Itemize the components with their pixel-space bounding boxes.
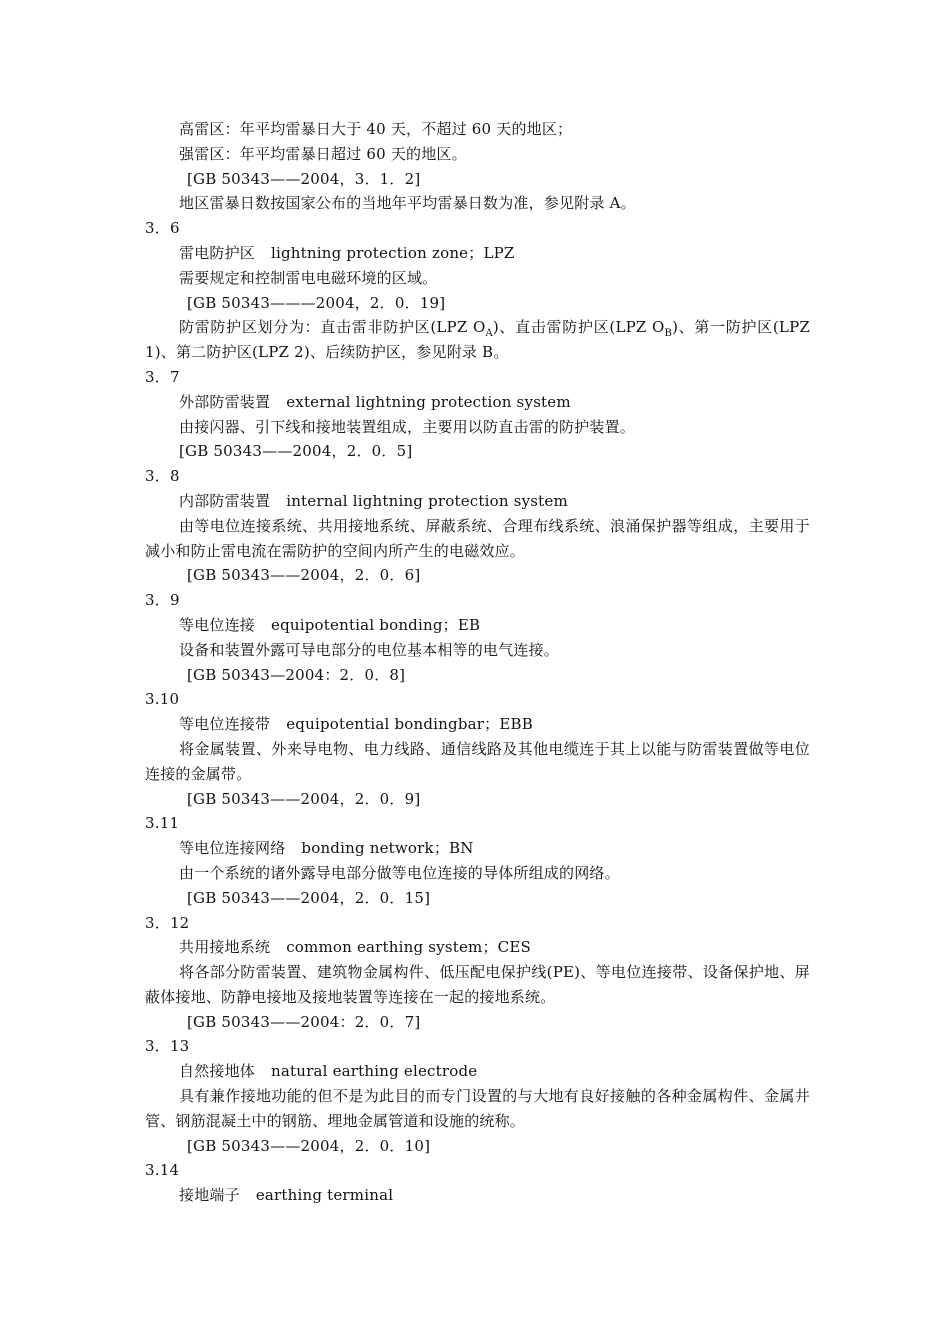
term-zh: 共用接地系统 <box>179 938 271 957</box>
definition-3-10: 将金属装置、外来导电物、电力线路、通信线路及其他电缆连于其上以能与防雷装置做等电位连接的金属带。 <box>145 739 810 783</box>
term-heading-3-12 <box>145 935 810 960</box>
term-zh: 内部防雷装置 <box>179 491 271 510</box>
term-heading-3-8 <box>145 489 810 514</box>
term-heading-3-6 <box>145 241 810 266</box>
section-number-3-10: 3.10 <box>145 690 180 709</box>
term-zh: 外部防雷装置 <box>179 392 271 411</box>
term-zh: 自然接地体 <box>179 1062 256 1081</box>
term-zh: 等电位连接网络 <box>179 839 286 858</box>
term-zh: 等电位连接带 <box>179 715 271 734</box>
definition-3-13: 具有兼作接地功能的但不是为此目的而专门设置的与大地有良好接触的各种金属构件、金属井管、钢筋混凝土中的钢筋、埋地金属管道和设施的统称。 <box>145 1087 810 1130</box>
term-heading-3-7 <box>145 390 810 415</box>
term-en: equipotential bondingbar；EBB <box>286 715 533 734</box>
section-number-3-12: 3．12 <box>145 913 190 932</box>
term-en: equipotential bonding；EB <box>271 615 481 634</box>
term-en: lightning protection zone；LPZ <box>271 243 515 262</box>
intro-note: 地区雷暴日数按国家公布的当地年平均雷暴日数为准，参见附录 A。 <box>179 194 636 213</box>
reference-3-8: [GB 50343——2004，2．0．6] <box>187 566 421 585</box>
reference-3-9: [GB 50343—2004：2．0．8] <box>187 665 406 684</box>
intro-line-high: 高雷区：年平均雷暴日大于 40 天，不超过 60 天的地区； <box>179 120 573 138</box>
reference-3-11: [GB 50343——2004，2．0．15] <box>187 888 431 907</box>
definition-3-7: 由接闪器、引下线和接地装置组成，主要用以防直击雷的防护装置。 <box>179 417 636 436</box>
subscript-a: A <box>485 328 493 340</box>
term-en: common earthing system；CES <box>286 938 531 957</box>
subscript-b: B <box>664 328 673 340</box>
reference-3-7: [GB 50343——2004，2．0．5] <box>179 442 413 461</box>
term-heading-3-10 <box>145 712 810 737</box>
definition-3-12: 将各部分防雷装置、建筑物金属构件、低压配电保护线(PE)、等电位连接带、设备保护地、屏蔽体接地、防静电接地及接地装置等连接在一起的接地系统。 <box>145 963 810 1006</box>
reference-3-10: [GB 50343——2004，2．0．9] <box>187 789 421 808</box>
term-zh: 等电位连接 <box>179 615 256 634</box>
term-en: external lightning protection system <box>286 392 571 411</box>
term-en: earthing terminal <box>255 1186 394 1205</box>
section-number-3-14: 3.14 <box>145 1161 180 1180</box>
section-number-3-8: 3．8 <box>145 467 180 486</box>
term-zh: 雷电防护区 <box>179 243 256 262</box>
section-number-3-7: 3．7 <box>145 367 180 386</box>
definition-3-9: 设备和装置外露可导电部分的电位基本相等的电气连接。 <box>179 640 560 659</box>
intro-line-strong: 强雷区：年平均雷暴日超过 60 天的地区。 <box>179 144 467 163</box>
document-body <box>145 117 810 1208</box>
term-heading-3-14 <box>145 1183 810 1208</box>
term-en: bonding network；BN <box>301 839 474 858</box>
note-part-a: 防雷防护区划分为：直击雷非防护区(LPZ O <box>179 318 486 337</box>
section-number-3-11: 3.11 <box>145 814 180 833</box>
definition-3-11: 由一个系统的诸外露导电部分做等电位连接的导体所组成的网络。 <box>179 863 620 882</box>
reference-3-6: [GB 50343———2004，2．0．19] <box>187 293 446 312</box>
term-en: internal lightning protection system <box>286 491 568 510</box>
section-number-3-6: 3．6 <box>145 219 180 238</box>
term-en: natural earthing electrode <box>271 1062 478 1081</box>
section-number-3-9: 3．9 <box>145 591 180 610</box>
section-number-3-13: 3．13 <box>145 1037 190 1056</box>
note-3-6 <box>145 315 810 365</box>
reference-3-13: [GB 50343——2004，2．0．10] <box>187 1136 431 1155</box>
reference-3-12: [GB 50343——2004：2．0．7] <box>187 1012 421 1031</box>
term-heading-3-11 <box>145 836 810 861</box>
note-part-c: )、第一防护区(LPZ 1)、第二防护区(LPZ 2)、后续防护区，参见附录 B。 <box>145 318 811 362</box>
term-zh: 接地端子 <box>179 1186 240 1205</box>
term-heading-3-9 <box>145 613 810 638</box>
definition-3-6: 需要规定和控制雷电电磁环境的区域。 <box>179 268 438 287</box>
intro-reference: [GB 50343——2004，3．1．2] <box>187 169 421 188</box>
definition-3-8: 由等电位连接系统、共用接地系统、屏蔽系统、合理布线系统、浪涌保护器等组成，主要用于减小和防止雷电流在需防护的空间内所产生的电磁效应。 <box>145 516 810 560</box>
note-part-b: )、直击雷防护区(LPZ O <box>492 318 665 337</box>
term-heading-3-13 <box>145 1059 810 1084</box>
